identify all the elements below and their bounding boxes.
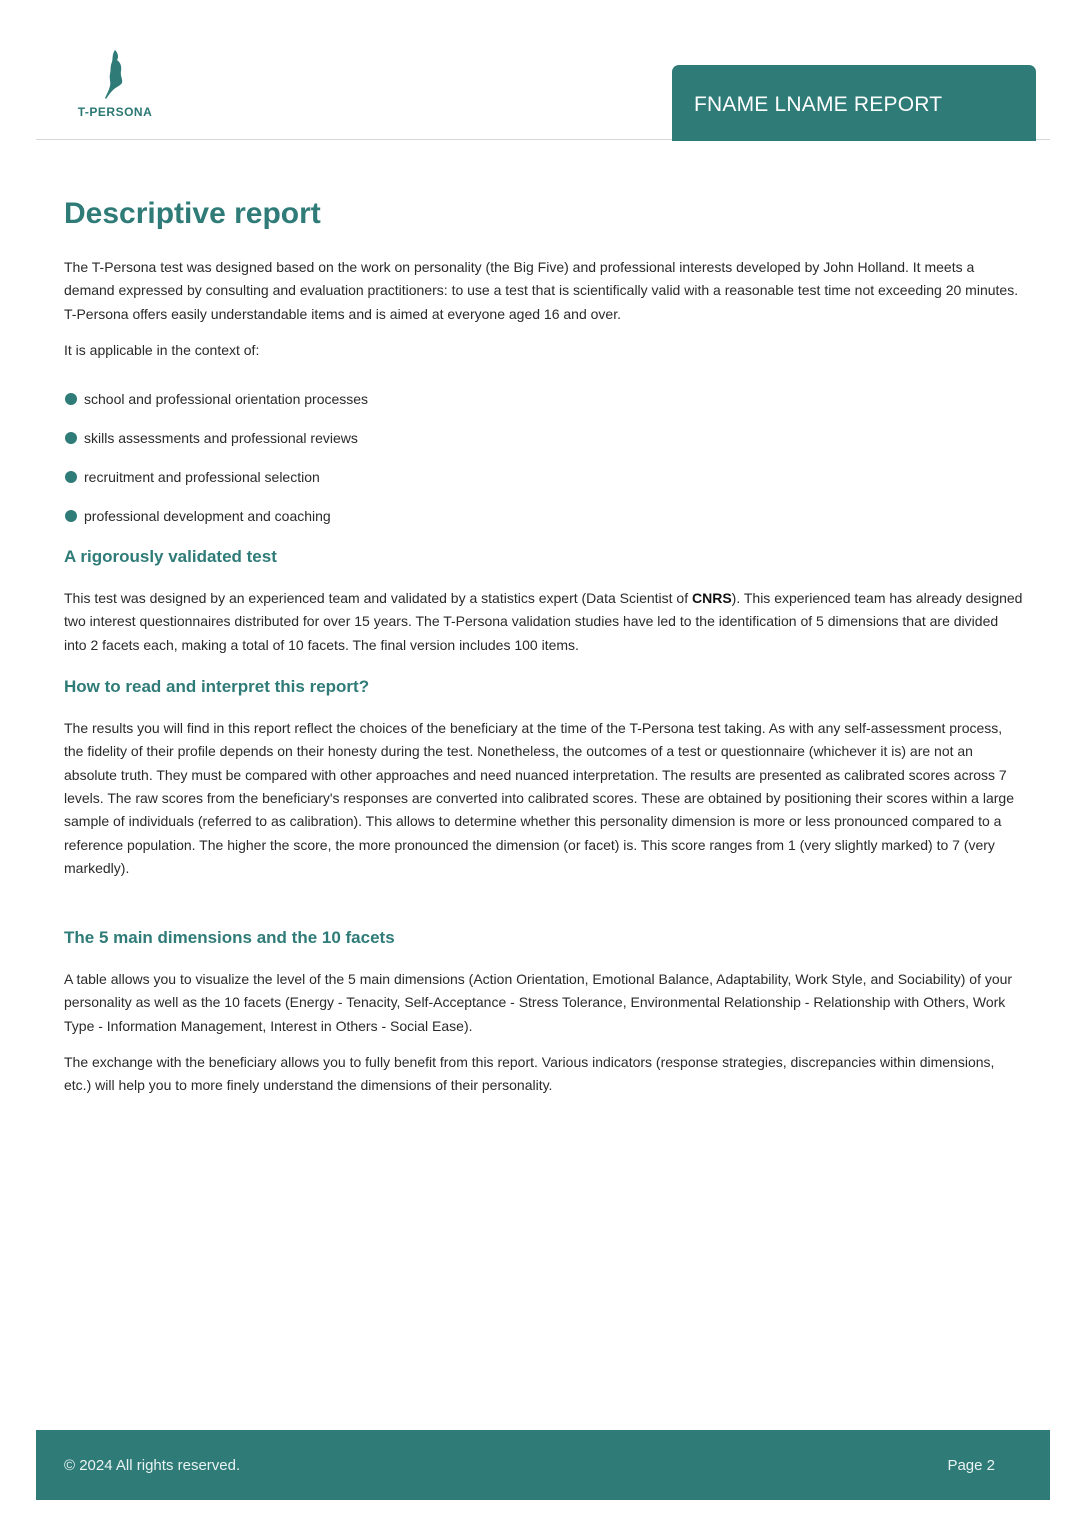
t-persona-logo: [76, 50, 156, 120]
validated-text-after: ). This experienced team has already designed two interest questionnaires distributed for over 15 years. The T-Persona validation studies have led to the identification of 5 dimensions that are divided into 2 facets each, making a total of 10 facets. The final version includes 100 items.: [64, 590, 1023, 653]
list-item-label: recruitment and professional selection: [84, 469, 320, 486]
page-footer: [36, 1430, 1050, 1500]
main-content: [64, 192, 1024, 1098]
list-item-label: skills assessments and professional reviews: [84, 430, 358, 447]
bullet-icon: [65, 471, 77, 483]
page-number: Page 2: [947, 1457, 995, 1474]
applicable-paragraph: It is applicable in the context of:: [64, 341, 260, 358]
copyright-text: © 2024 All rights reserved.: [64, 1457, 241, 1474]
list-item: [64, 466, 1024, 488]
interpret-heading: How to read and interpret this report?: [64, 677, 370, 697]
logo-text: T-PERSONA: [77, 105, 153, 119]
context-list: [64, 388, 1024, 527]
page-title: Descriptive report: [64, 197, 321, 230]
cnrs-label: CNRS: [692, 590, 732, 607]
validated-text-before: This test was designed by an experienced team and validated by a statistics expert (Data Scientist of: [64, 590, 692, 607]
bullet-icon: [65, 510, 77, 522]
figure-logo-icon: [102, 50, 128, 100]
bullet-icon: [65, 393, 77, 405]
dimensions-heading: The 5 main dimensions and the 10 facets: [64, 928, 395, 948]
report-title-tab: FNAME LNAME REPORT: [672, 65, 1036, 141]
list-item: [64, 427, 1024, 449]
interpret-paragraph: The results you will find in this report reflect the choices of the beneficiary at the time of the T-Persona test taking. As with any self-assessment process, the fidelity of their profile depends on their honesty during the test. Nonetheless, the outcomes of a test or questionnaire (whichever it is) are not an absolute truth. They must be compared with other approaches and need nuanced interpretation. The results are presented as calibrated scores across 7 levels. The raw scores from the beneficiary's responses are converted into calibrated scores. These are obtained by positioning their scores within a large sample of individuals (referred to as calibration). This allows to determine whether this personality dimension is more or less pronounced compared to a reference population. The higher the score, the more pronounced the dimension (or facet) is. This score ranges from 1 (very slightly marked) to 7 (very markedly).: [64, 720, 1014, 876]
bullet-icon: [65, 432, 77, 444]
list-item-label: school and professional orientation processes: [84, 391, 369, 408]
dimensions-paragraph-2: The exchange with the beneficiary allows you to fully benefit from this report. Various indicators (response strategies, discrepancies within dimensions, etc.) will help you to more finely understand the dimensions of their personality.: [64, 1054, 995, 1094]
page-header: [36, 0, 1050, 140]
dimensions-paragraph-1: A table allows you to visualize the level of the 5 main dimensions (Action Orientation, Emotional Balance, Adaptability, Work Style, and Sociability) of your personality as well as the 10 facets (Energy - Tenacity, Self-Acceptance - Stress Tolerance, Environmental Relationship - Relationship with Others, Work Type - Information Management, Interest in Others - Social Ease).: [64, 971, 1013, 1034]
list-item-label: professional development and coaching: [84, 508, 331, 525]
validated-paragraph: [64, 587, 1024, 657]
list-item: [64, 388, 1024, 410]
intro-paragraph: The T-Persona test was designed based on the work on personality (the Big Five) and professional interests developed by John Holland. It meets a demand expressed by consulting and evaluation practitioners: to use a test that is scientifically valid with a reasonable test time not exceeding 20 minutes. T-Persona offers easily understandable items and is aimed at everyone aged 16 and over.: [64, 259, 1019, 322]
validated-heading: A rigorously validated test: [64, 547, 277, 567]
list-item: [64, 505, 1024, 527]
